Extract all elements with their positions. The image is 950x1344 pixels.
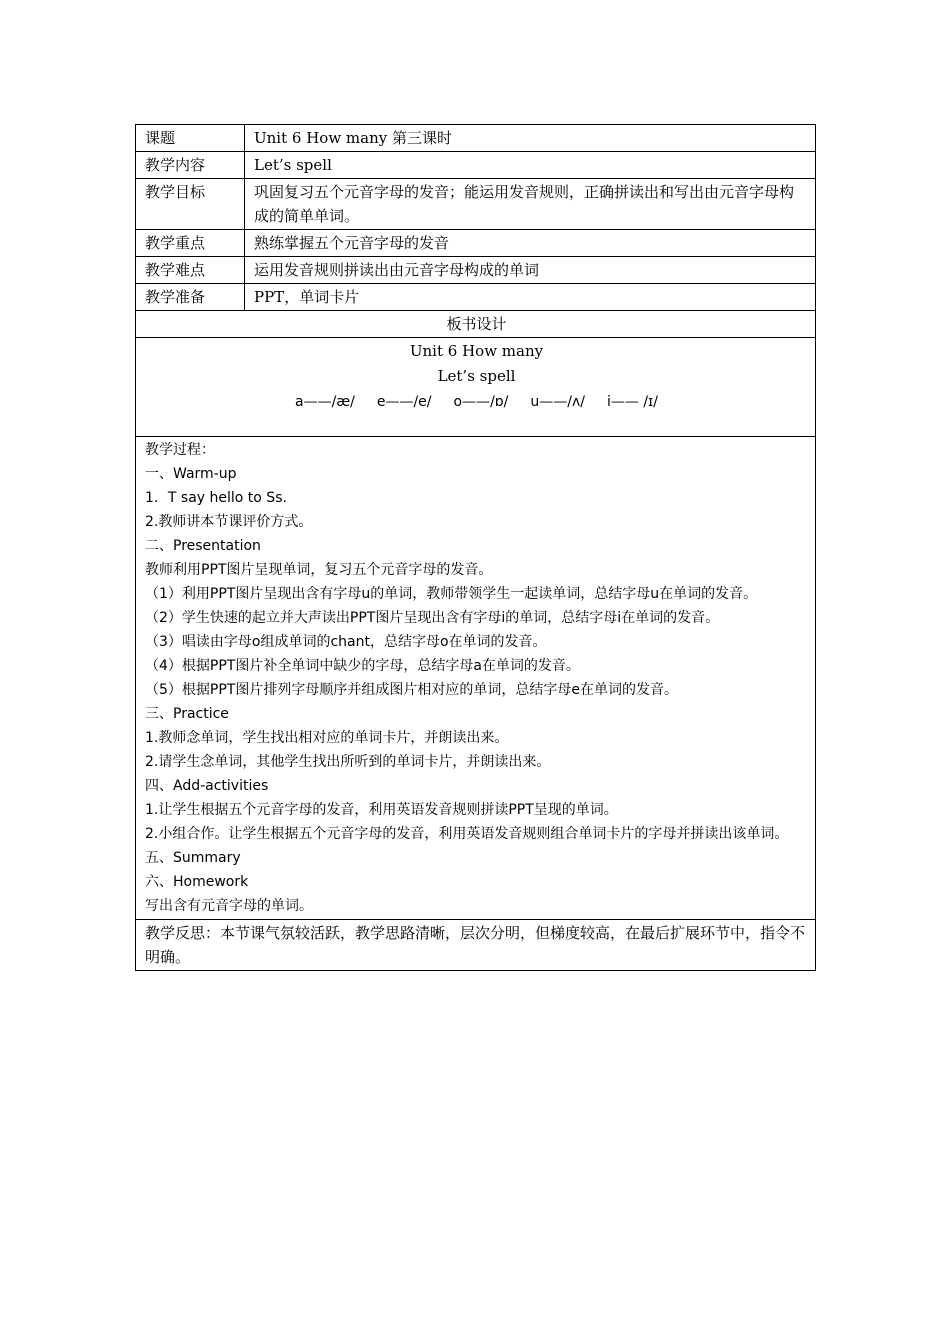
row-label: 教学重点 bbox=[136, 230, 245, 257]
row-label: 教学准备 bbox=[136, 284, 245, 311]
process-line: （3）唱读由字母o组成单词的chant，总结字母o在单词的发音。 bbox=[145, 634, 547, 650]
row-label: 教学难点 bbox=[136, 257, 245, 284]
table-row bbox=[136, 125, 816, 152]
process-line: 2.小组合作。让学生根据五个元音字母的发音，利用英语发音规则组合单词卡片的字母并拼读出该单词。 bbox=[145, 826, 789, 842]
row-value: 巩固复习五个元音字母的发音；能运用发音规则，正确拼读出和写出由元音字母构成的简单单词。 bbox=[245, 179, 816, 230]
process-line: 教学过程： bbox=[145, 442, 215, 458]
table-row bbox=[136, 179, 816, 230]
phonics-separator: —— bbox=[303, 394, 332, 410]
phonics-letter: a bbox=[295, 394, 304, 410]
row-label: 教学内容 bbox=[136, 152, 245, 179]
process-line: 2.教师讲本节课评价方式。 bbox=[145, 514, 313, 530]
row-value: Let’s spell bbox=[245, 152, 816, 179]
board-heading-row bbox=[136, 311, 816, 338]
phonics-sound: /ʌ/ bbox=[567, 394, 585, 410]
board-line-2: Let’s spell bbox=[437, 367, 516, 385]
process-line: 1．T say hello to Ss. bbox=[145, 490, 287, 506]
process-line: 2.请学生念单词，其他学生找出所听到的单词卡片，并朗读出来。 bbox=[145, 754, 551, 770]
phonics-separator: —— bbox=[462, 394, 491, 410]
phonics-item bbox=[377, 390, 432, 415]
phonics-letter: i bbox=[606, 394, 611, 410]
board-design bbox=[136, 338, 816, 437]
table-row bbox=[136, 152, 816, 179]
process-line: 三、Practice bbox=[145, 706, 229, 722]
row-label: 教学目标 bbox=[136, 179, 245, 230]
phonics-letter: o bbox=[453, 394, 463, 410]
process-line: 四、Add-activities bbox=[145, 778, 269, 794]
table-row bbox=[136, 230, 816, 257]
row-value: PPT，单词卡片 bbox=[245, 284, 816, 311]
phonics-separator: —— bbox=[539, 394, 568, 410]
row-value: 熟练掌握五个元音字母的发音 bbox=[245, 230, 816, 257]
teaching-process bbox=[136, 437, 816, 920]
row-value: Unit 6 How many 第三课时 bbox=[245, 125, 816, 152]
process-line: （2）学生快速的起立并大声读出PPT图片呈现出含有字母i的单词，总结字母i在单词的发音。 bbox=[145, 610, 720, 626]
process-line: 教师利用PPT图片呈现单词，复习五个元音字母的发音。 bbox=[145, 562, 493, 578]
process-line: 五、Summary bbox=[145, 850, 241, 866]
process-line: 六、Homework bbox=[145, 874, 249, 890]
process-line: 二、Presentation bbox=[145, 538, 261, 554]
reflection-row bbox=[136, 920, 816, 971]
phonics-sound: /æ/ bbox=[331, 394, 355, 410]
info-rows bbox=[136, 125, 816, 971]
row-value: 运用发音规则拼读出由元音字母构成的单词 bbox=[245, 257, 816, 284]
process-line: 一、Warm-up bbox=[145, 466, 237, 482]
phonics-item bbox=[453, 390, 508, 415]
phonics-sound: /ɒ/ bbox=[490, 394, 509, 410]
phonics-item bbox=[295, 390, 355, 415]
phonics-separator: —— bbox=[385, 394, 414, 410]
phonics-letter: u bbox=[530, 394, 540, 410]
process-line: （5）根据PPT图片排列字母顺序并组成图片相对应的单词，总结字母e在单词的发音。 bbox=[145, 682, 678, 698]
process-row bbox=[136, 437, 816, 920]
process-line: 写出含有元音字母的单词。 bbox=[145, 898, 313, 914]
table-row bbox=[136, 257, 816, 284]
phonics-sound: /ɪ/ bbox=[643, 394, 658, 410]
table-row bbox=[136, 284, 816, 311]
teaching-reflection: 教学反思：本节课气氛较活跃，教学思路清晰，层次分明，但梯度较高，在最后扩展环节中，指令不明确。 bbox=[136, 920, 816, 971]
process-line: 1.教师念单词，学生找出相对应的单词卡片，并朗读出来。 bbox=[145, 730, 509, 746]
lesson-plan-table bbox=[135, 124, 816, 971]
phonics-sound: /e/ bbox=[413, 394, 432, 410]
phonics-item bbox=[607, 390, 658, 415]
phonics-row bbox=[145, 389, 808, 415]
board-line-1: Unit 6 How many bbox=[409, 342, 544, 360]
process-line: （1）利用PPT图片呈现出含有字母u的单词，教师带领学生一起读单词，总结字母u在单词的发音。 bbox=[145, 586, 758, 602]
board-row bbox=[136, 338, 816, 437]
phonics-item bbox=[530, 390, 585, 415]
phonics-letter: e bbox=[376, 394, 386, 410]
process-line: 1.让学生根据五个元音字母的发音，利用英语发音规则拼读PPT呈现的单词。 bbox=[145, 802, 618, 818]
process-line: （4）根据PPT图片补全单词中缺少的字母，总结字母a在单词的发音。 bbox=[145, 658, 580, 674]
phonics-separator: —— bbox=[610, 394, 644, 410]
row-label: 课题 bbox=[136, 125, 245, 152]
board-heading: 板书设计 bbox=[136, 311, 816, 338]
